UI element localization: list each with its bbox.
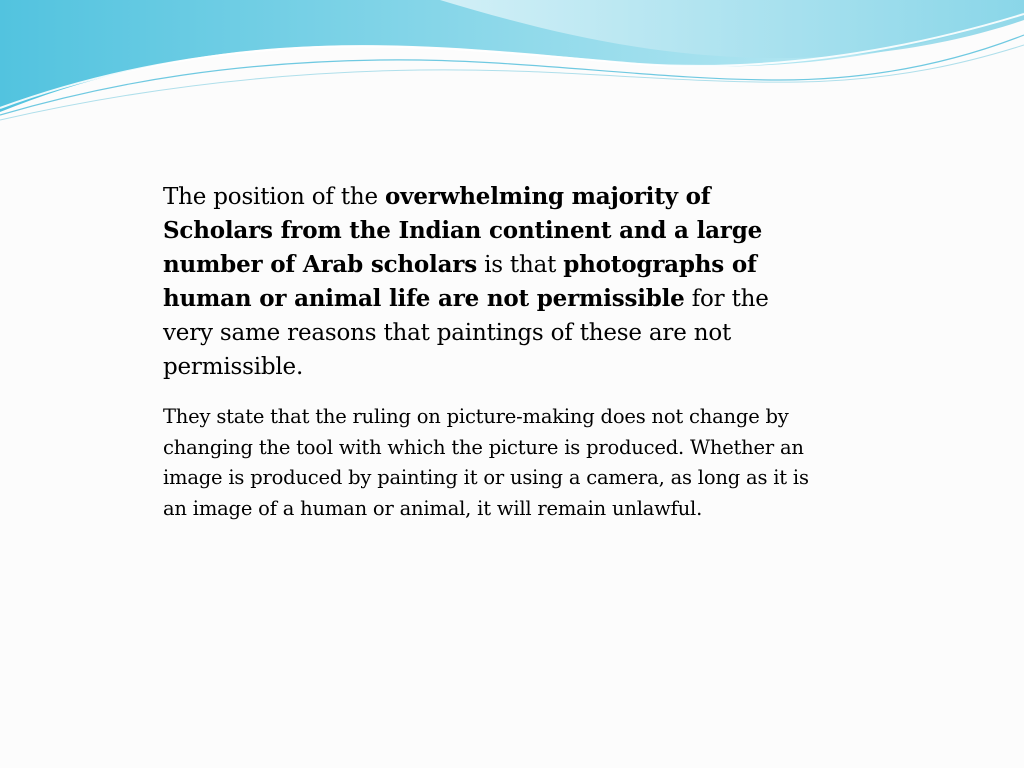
text-run: The position of the (163, 184, 386, 210)
text-run: is that (476, 252, 564, 278)
bold-run: overwhelming majority of Scholars from the Indian continent and a large number of Arab scholars (163, 183, 763, 278)
decorative-wave-header (0, 0, 1024, 130)
paragraph-ruling: They state that the ruling on picture-making does not change by changing the tool with which the picture is produced. Whether an image is produced by painting it or using a camera, as long as it is an image of a human or animal, it will remain unlawful. (163, 405, 809, 520)
slide-body (163, 180, 813, 524)
paragraph-position (163, 180, 813, 384)
text-run: for the very same reasons that paintings of these are not permissible. (163, 286, 769, 380)
bold-run: photographs of human or animal life are not permissible (163, 251, 757, 312)
